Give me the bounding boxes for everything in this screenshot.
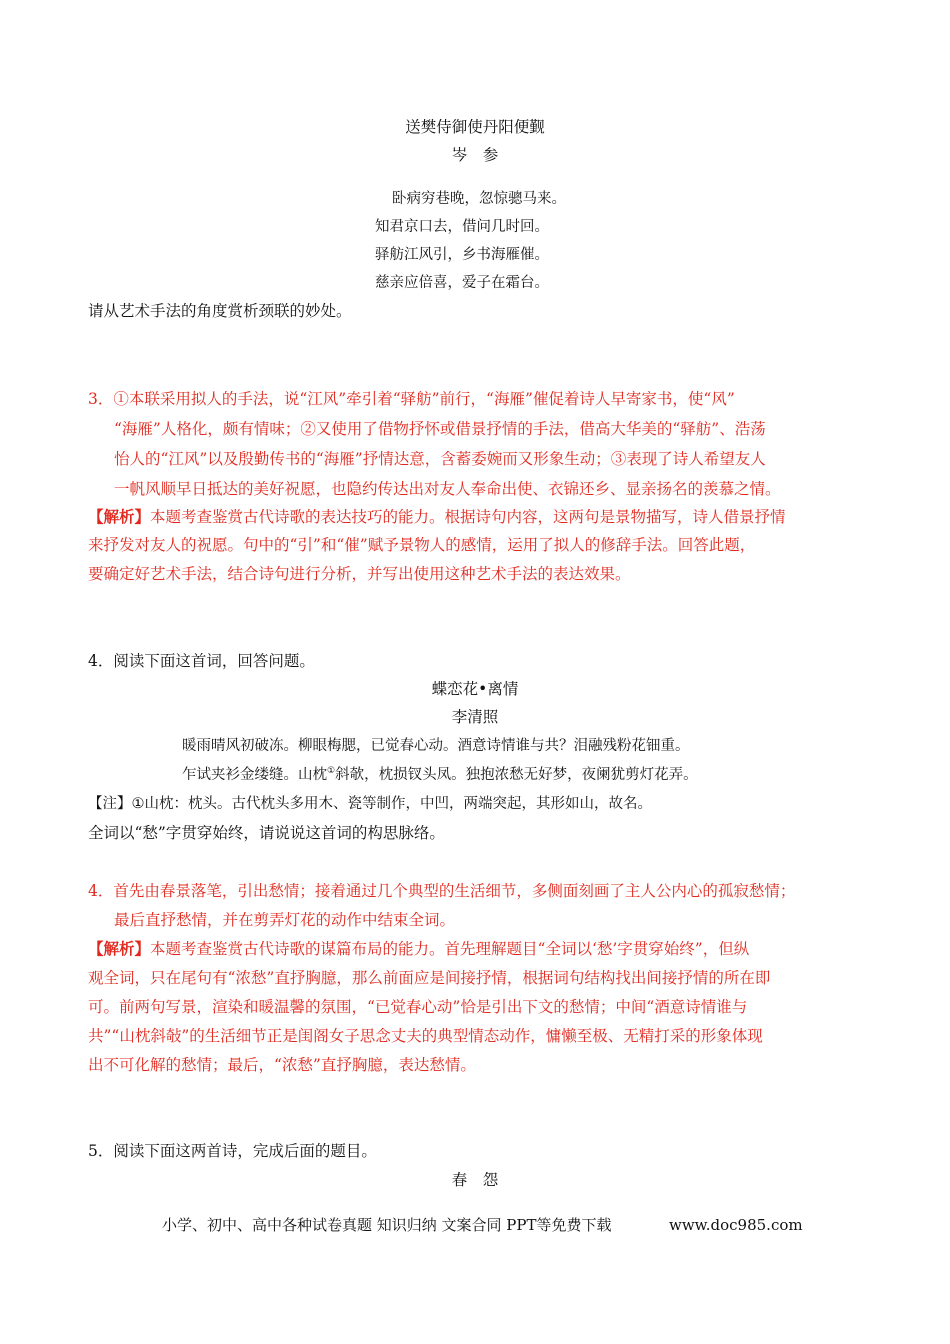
question-prompt: 5．阅读下面这两首诗，完成后面的题目。 <box>88 1142 377 1160</box>
poem-title: 春 怨 <box>451 1171 499 1189</box>
analysis-line: 出不可化解的愁情；最后，“浓愁”直抒胸臆，表达愁情。 <box>88 1056 476 1074</box>
analysis-line: 【解析】本题考查鉴赏古代诗歌的谋篇布局的能力。首先理解题目“全词以‘愁’字贯穿始终”，但纵 <box>88 939 750 958</box>
analysis-line: 来抒发对友人的祝愿。句中的“引”和“催”赋予景物人的感情，运用了拟人的修辞手法。回答此题， <box>88 536 756 554</box>
ci-line: 乍试夹衫金缕缝。山枕①斜欹，枕损钗头凤。独抱浓愁无好梦，夜阑犹剪灯花弄。 <box>182 766 698 783</box>
poem-line: 卧病穷巷晚，忽惊骢马来。 <box>392 191 566 207</box>
ci-author: 李清照 <box>451 708 499 726</box>
analysis-line: 共”“山枕斜敧”的生活细节正是闺阁女子思念丈夫的典型情态动作，慵懒至极、无精打采的形象体现 <box>88 1027 763 1045</box>
question-prompt: 4．阅读下面这首词，回答问题。 <box>88 652 315 670</box>
poem-line: 慈亲应倍喜，爱子在霜台。 <box>375 275 549 291</box>
question-text: 全词以“愁”字贯穿始终，请说说这首词的构思脉络。 <box>88 824 445 842</box>
analysis-line: 可。前两句写景，渲染和暖温馨的氛围，“已觉春心动”恰是引出下文的愁情；中间“酒意诗情谁与 <box>88 998 748 1016</box>
poem-title: 送樊侍御使丹阳便觐 <box>405 118 545 136</box>
note-label: 【注】 <box>88 796 132 812</box>
analysis-line: 要确定好艺术手法，结合诗句进行分析，并写出使用这种艺术手法的表达效果。 <box>88 565 631 583</box>
note-marker: ① <box>327 766 336 777</box>
answer-line: 3．①本联采用拟人的手法，说“江风”牵引着“驿舫”前行，“海雁”催促着诗人早寄家书，使“风” <box>88 390 735 408</box>
answer-line: 4．首先由春景落笔，引出愁情；接着通过几个典型的生活细节，多侧面刻画了主人公内心的孤寂愁情； <box>88 882 796 900</box>
answer-line: 最后直抒愁情，并在剪弄灯花的动作中结束全词。 <box>114 911 456 929</box>
analysis-label: 【解析】 <box>88 939 151 958</box>
ci-title: 蝶恋花•离情 <box>431 680 519 698</box>
answer-line: 一帆风顺早日抵达的美好祝愿，也隐约传达出对友人奉命出使、衣锦还乡、显亲扬名的羡慕之情。 <box>114 480 781 498</box>
analysis-label: 【解析】 <box>88 507 151 526</box>
question-text: 请从艺术手法的角度赏析颈联的妙处。 <box>88 302 352 320</box>
poem-line: 驿舫江风引，乡书海雁催。 <box>375 247 549 263</box>
poem-line: 知君京口去，借问几时回。 <box>375 219 549 235</box>
ci-line: 暖雨晴风初破冻。柳眼梅腮，已觉春心动。酒意诗情谁与共？泪融残粉花钿重。 <box>182 738 690 754</box>
analysis-line: 观全词，只在尾句有“浓愁”直抒胸臆，那么前面应是间接抒情，根据词句结构找出间接抒情的所在即 <box>88 969 771 987</box>
poem-author: 岑 参 <box>451 146 499 164</box>
footer-text: 小学、初中、高中各种试卷真题 知识归纳 文案合同 PPT等免费下载 <box>162 1216 612 1234</box>
footer-link[interactable]: www.doc985.com <box>669 1216 803 1234</box>
answer-line: 怡人的“江风”以及殷勤传书的“海雁”抒情达意，含蓄委婉而又形象生动；③表现了诗人希望友人 <box>114 450 766 468</box>
answer-line: “海雁”人格化，颇有情味；②又使用了借物抒怀或借景抒情的手法，借高大华美的“驿舫”、浩荡 <box>114 420 766 438</box>
analysis-line: 【解析】本题考查鉴赏古代诗歌的表达技巧的能力。根据诗句内容，这两句是景物描写，诗人借景抒情 <box>88 507 786 526</box>
note-line: 【注】①山枕：枕头。古代枕头多用木、瓷等制作，中凹，两端突起，其形如山，故名。 <box>88 796 652 812</box>
